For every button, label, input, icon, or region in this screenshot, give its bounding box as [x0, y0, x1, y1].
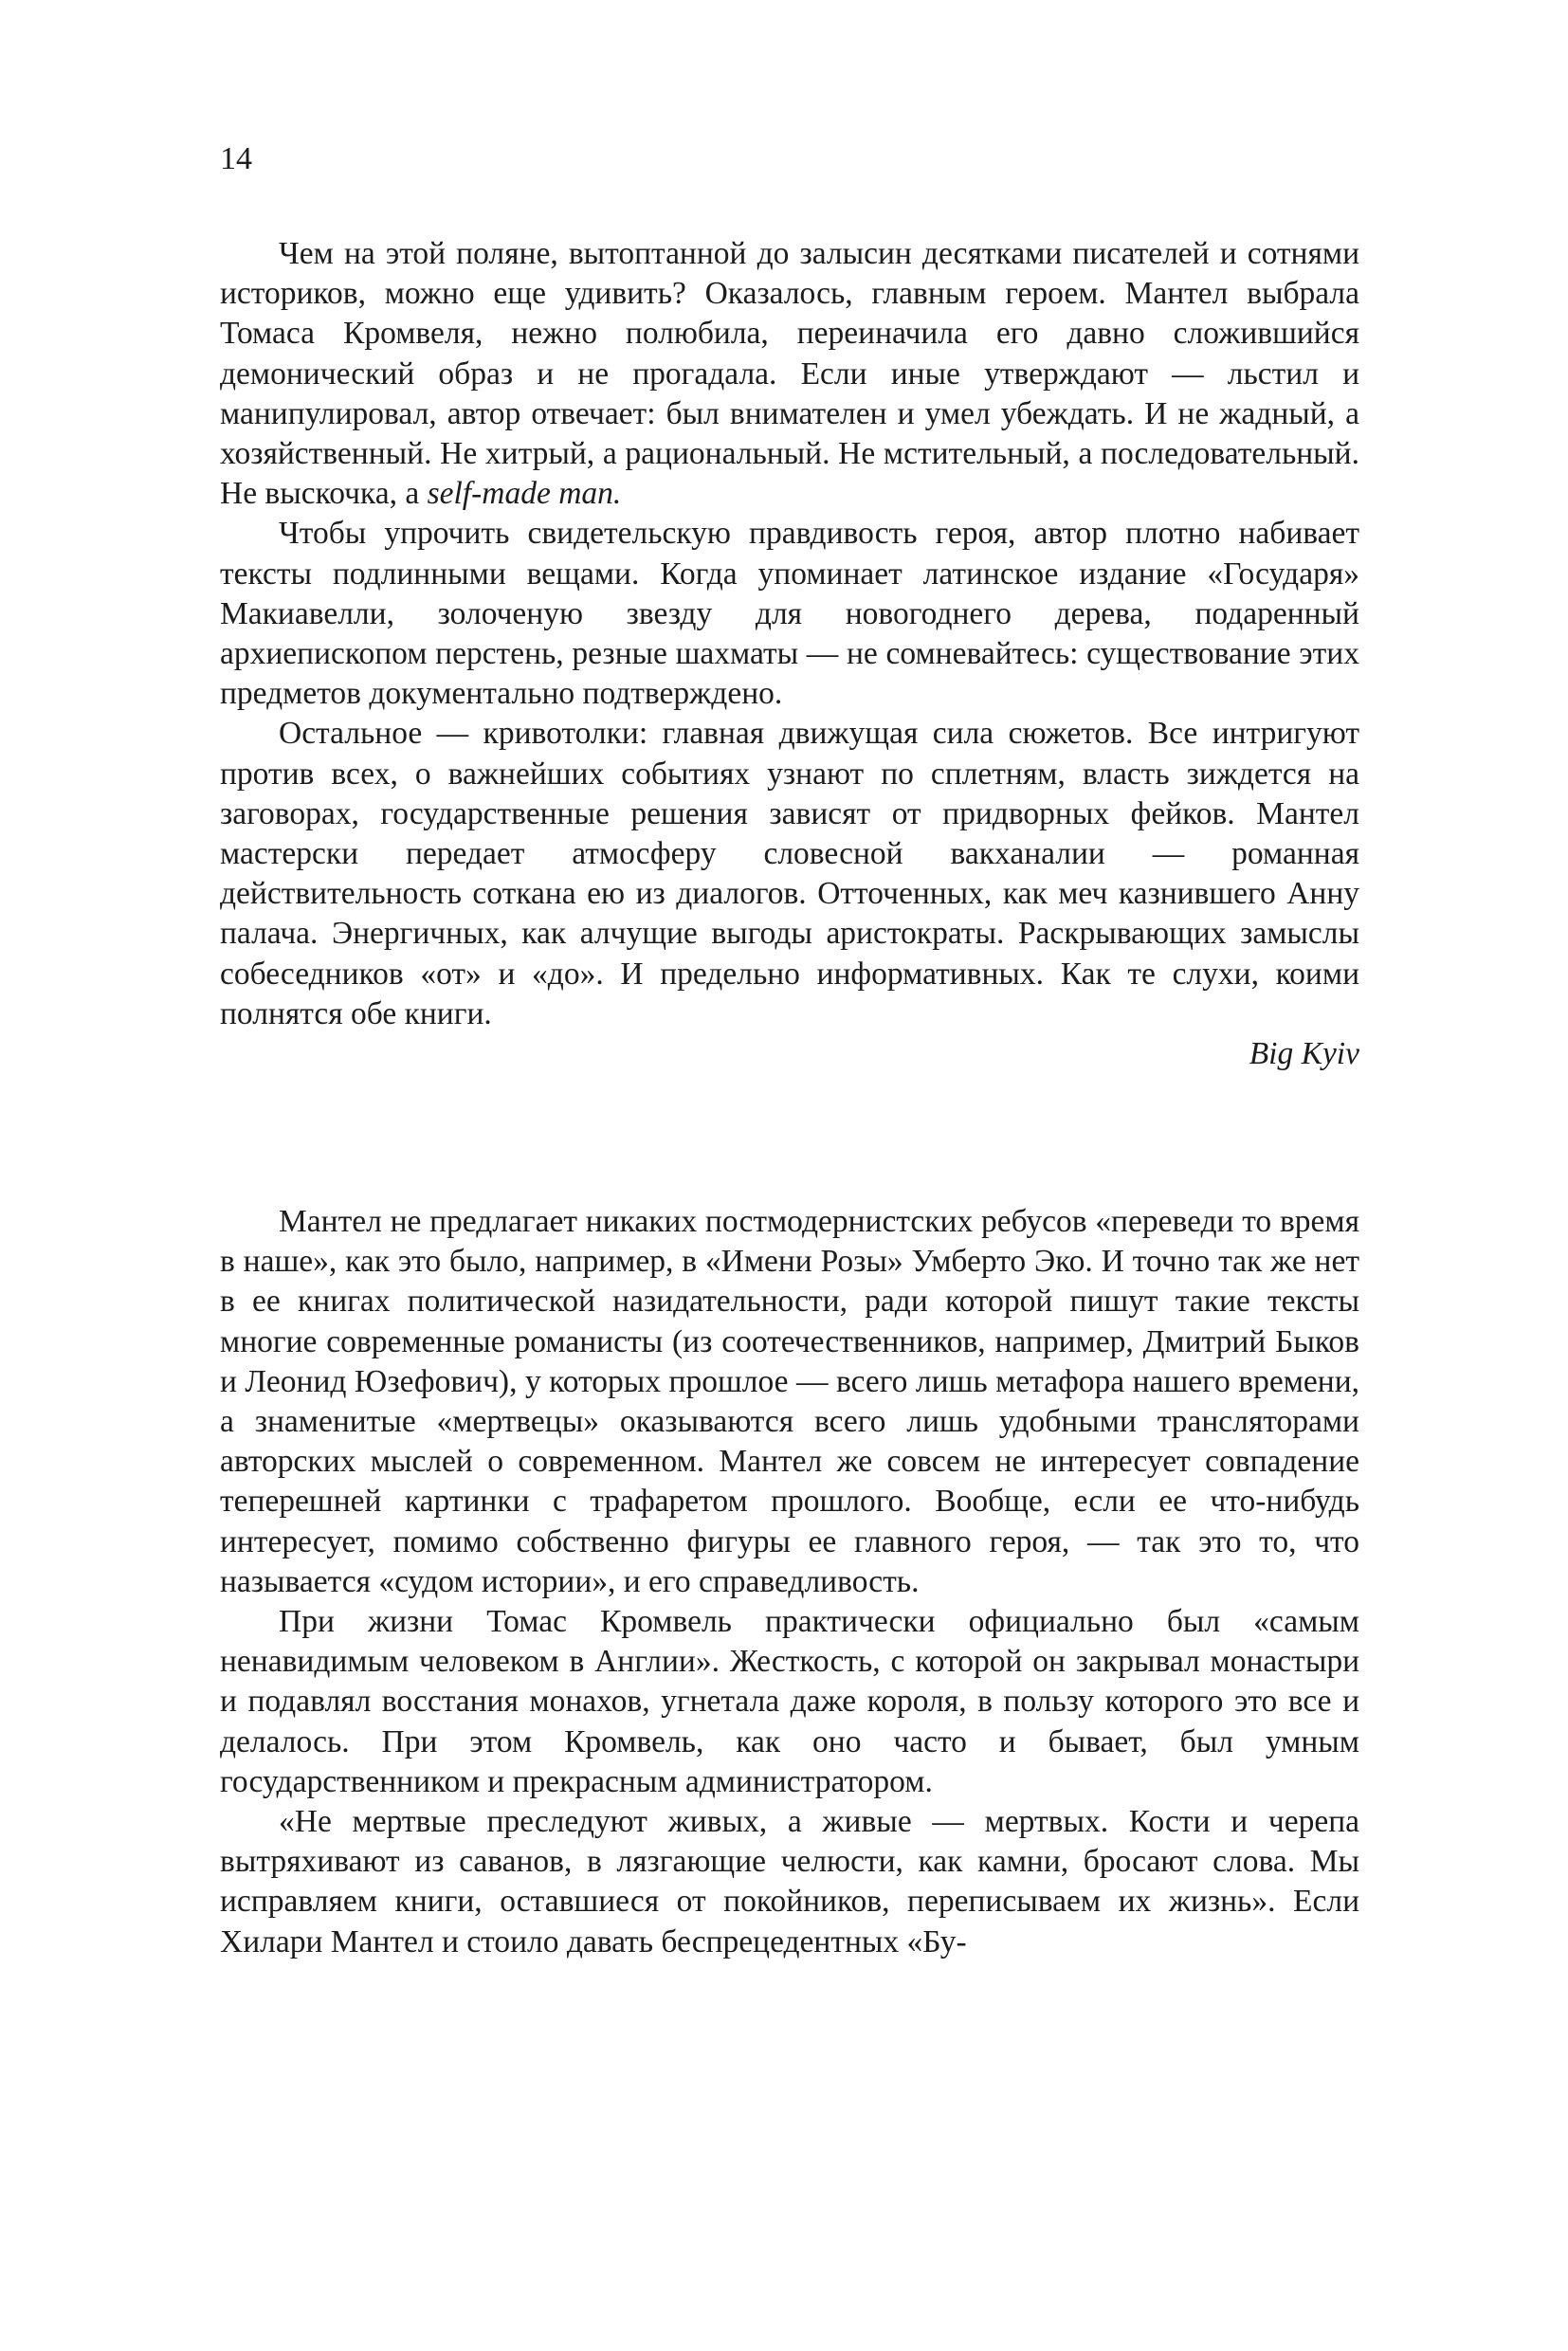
paragraph-1-text: Чем на этой поляне, вытоптанной до залысин десятками писателей и сотнями историков, можно еще удивить? Оказалось, главным героем. Мантел выбрала Томаса Кромвеля, нежно полюбила, переиначила его давно сложившийся демонический образ и не прогадала. Если иные утверждают — льстил и манипулировал, автор отвечает: был внимателен и умел убеждать. И не жадный, а хозяйственный. Не хитрый, а рациональный. Не мстительный, а последовательный. Не выскочка, а	[220, 236, 1359, 512]
paragraph-1	[220, 234, 1359, 514]
paragraph-4: Мантел не предлагает никаких постмодернистских ребусов «переведи то время в наше», как это было, например, в «Имени Розы» Умберто Эко. И точно так же нет в ее книгах политической назидательности, ради которой пишут такие тексты многие современные романисты (из соотечественников, например, Дмитрий Быков и Леонид Юзефович), у которых прошлое — всего лишь метафора нашего времени, а знаменитые «мертвецы» оказываются всего лишь удобными трансляторами авторских мыслей о современном. Мантел же совсем не интересует совпадение теперешней картинки с трафаретом прошлого. Вообще, если ее что-нибудь интересует, помимо собственно фигуры ее главного героя, — так это то, что называется «судом истории», и его справедливость.	[220, 1204, 1359, 1599]
paragraph-6: «Не мертвые преследуют живых, а живые — мертвых. Кости и черепа вытряхивают из саванов, в лязгающие челюсти, как камни, бросают слова. Мы исправляем книги, оставшиеся от покойников, переписываем их жизнь». Если Хилари Мантел и стоило давать беспрецедентных «Бу-	[220, 1804, 1359, 1959]
paragraph-2: Чтобы упрочить свидетельскую правдивость героя, автор плотно набивает тексты подлинными вещами. Когда упоминает латинское издание «Государя» Макиавелли, золоченую звезду для новогоднего дерева, подаренный архиепископом перстень, резные шахматы — не сомневайтесь: существование этих предметов документально подтверждено.	[220, 516, 1359, 712]
paragraph-5: При жизни Томас Кромвель практически официально был «самым ненавидимым человеком в Англии». Жесткость, с которой он закрывал монастыри и подавлял восстания монахов, угнетала даже короля, в пользу которого это все и делалось. При этом Кромвель, как оно часто и бывает, был умным государственником и прекрасным администратором.	[220, 1604, 1359, 1799]
paragraph-3: Остальное — кривотолки: главная движущая сила сюжетов. Все интригуют против всех, о важнейших событиях узнают по сплетням, власть зиждется на заговорах, государственные решения зависят от придворных фейков. Мантел мастерски передает атмосферу словесной вакханалии — романная действительность соткана ею из диалогов. Отточенных, как меч казнившего Анну палача. Энергичных, как алчущие выгоды аристократы. Раскрывающих замыслы собеседников «от» и «до». И предельно информативных. Как те слухи, коими полнятся обе книги.	[220, 716, 1359, 1031]
review-section-1	[220, 234, 1359, 1074]
review-signature: Big Kyiv	[1249, 1036, 1359, 1072]
review-section-2	[220, 1202, 1359, 1962]
paragraph-1-italic-phrase: self-made man.	[427, 476, 622, 512]
page-number: 14	[220, 141, 252, 176]
